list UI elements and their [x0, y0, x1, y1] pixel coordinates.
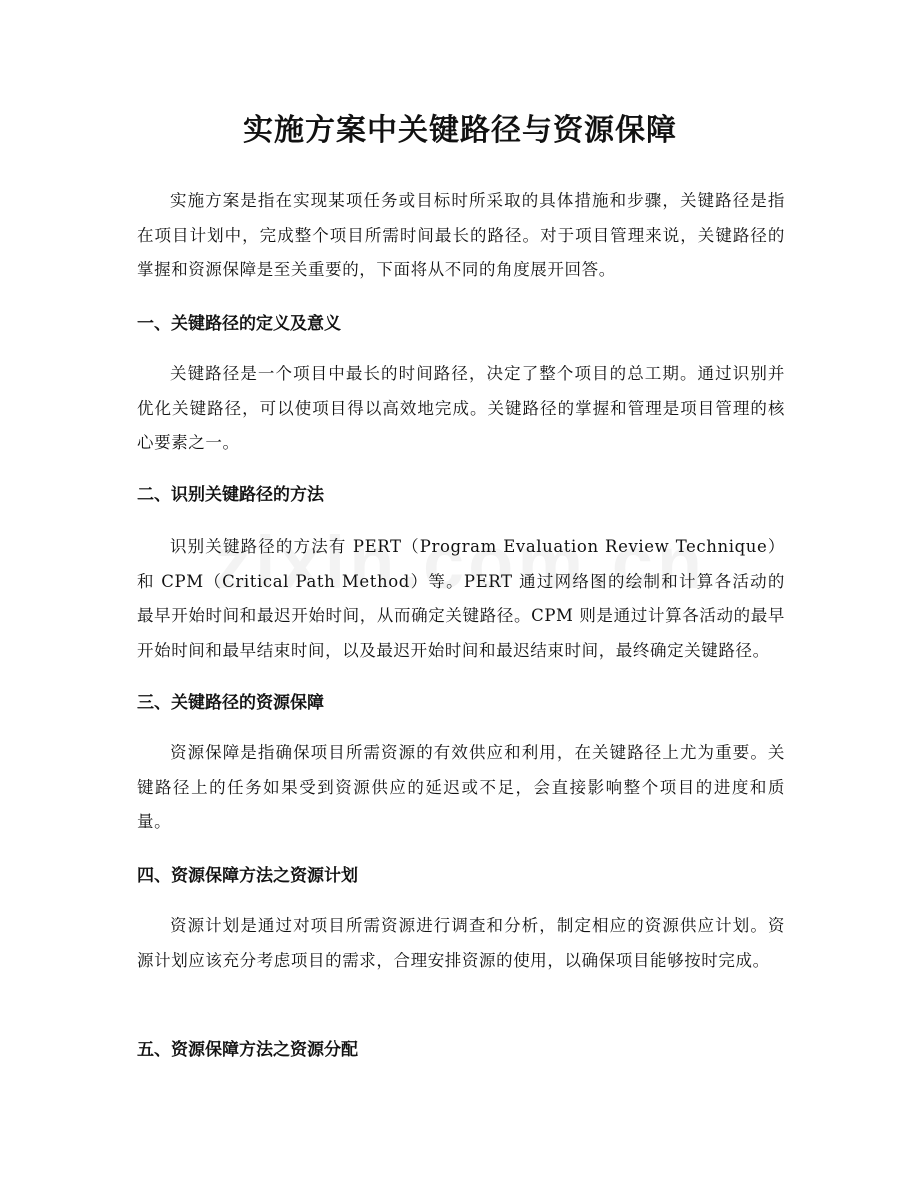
section-body-1: 关键路径是一个项目中最长的时间路径，决定了整个项目的总工期。通过识别并优化关键路径，可以使项目得以高效地完成。关键路径的掌握和管理是项目管理的核心要素之一。: [137, 364, 785, 452]
document-title: 实施方案中关键路径与资源保障: [243, 113, 677, 148]
section-heading-1: 一、关键路径的定义及意义: [137, 314, 341, 334]
section-heading-5: 五、资源保障方法之资源分配: [137, 1040, 358, 1060]
section-body-3: 资源保障是指确保项目所需资源的有效供应和利用，在关键路径上尤为重要。关键路径上的任务如果受到资源供应的延迟或不足，会直接影响整个项目的进度和质量。: [137, 743, 785, 831]
section-heading-4: 四、资源保障方法之资源计划: [137, 866, 358, 886]
section-body-2: 识别关键路径的方法有 PERT（Program Evaluation Review Technique）和 CPM（Critical Path Method）等。PERT 通过网络图的绘制和计算各活动的最早开始时间和最迟开始时间，从而确定关键路径。CPM 则是通过计算各活动的最早开始时间和最早结束时间，以及最迟开始时间和最迟结束时间，最终确定关键路径。: [137, 537, 785, 660]
intro-paragraph: 实施方案是指在实现某项任务或目标时所采取的具体措施和步骤，关键路径是指在项目计划中，完成整个项目所需时间最长的路径。对于项目管理来说，关键路径的掌握和资源保障是至关重要的，下面将从不同的角度展开回答。: [137, 191, 785, 279]
section-heading-3: 三、关键路径的资源保障: [137, 693, 324, 713]
section-heading-2: 二、识别关键路径的方法: [137, 485, 324, 505]
section-body-4: 资源计划是通过对项目所需资源进行调查和分析，制定相应的资源供应计划。资源计划应该充分考虑项目的需求，合理安排资源的使用，以确保项目能够按时完成。: [137, 916, 785, 970]
